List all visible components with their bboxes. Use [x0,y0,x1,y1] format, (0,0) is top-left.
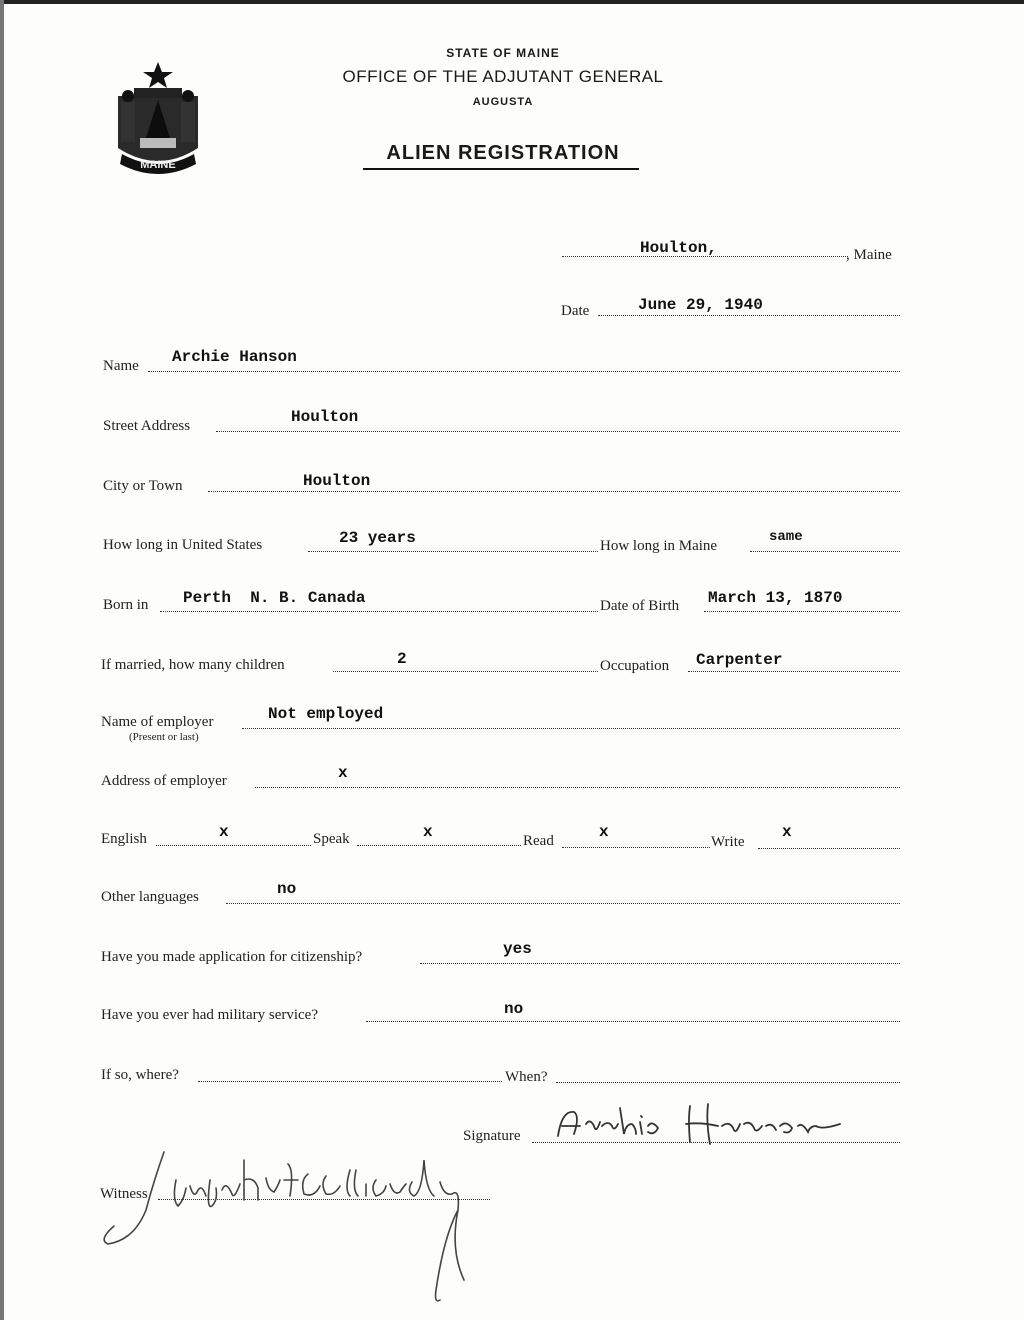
children-value[interactable]: 2 [397,650,407,668]
maine-duration-value[interactable]: same [769,529,803,545]
city-label: City or Town [103,478,183,494]
occupation-label: Occupation [600,658,670,674]
children-label: If married, how many children [101,657,285,673]
occupation-line [688,671,900,672]
witness-signature [94,1140,594,1310]
street-line [216,431,900,432]
name-label: Name [103,358,139,374]
place-state-label: , Maine [846,247,892,263]
form-title: ALIEN REGISTRATION [386,142,620,164]
english-value[interactable]: x [219,823,229,841]
born-in-value[interactable]: Perth N. B. Canada [183,589,366,607]
employer-sublabel: (Present or last) [129,731,199,743]
state-seal-icon [104,56,212,182]
write-line [758,848,900,849]
military-line [366,1021,900,1022]
military-label: Have you ever had military service? [101,1007,318,1023]
city-line [208,491,900,492]
header-city: AUGUSTA [472,96,534,108]
header-office: OFFICE OF THE ADJUTANT GENERAL [342,67,664,86]
born-in-line [160,611,598,612]
signature-label: Signature [463,1128,521,1144]
occupation-value[interactable]: Carpenter [696,651,783,669]
date-line [598,315,900,316]
where-line [198,1081,502,1082]
employer-label: Name of employer [101,714,214,730]
employer-line [242,728,900,729]
english-line [156,845,311,846]
name-value[interactable]: Archie Hanson [172,348,297,366]
seal-label: MAINE [140,159,176,171]
place-value[interactable]: Houlton, [640,239,717,257]
maine-duration-label: How long in Maine [600,538,718,554]
date-label: Date [561,303,590,319]
english-label: English [101,831,147,847]
scan-edge-left [0,0,4,1320]
street-label: Street Address [103,418,191,434]
read-value[interactable]: x [599,823,609,841]
witness-label: Witness [100,1186,148,1202]
employer-address-line [255,787,900,788]
write-value[interactable]: x [782,823,792,841]
date-value[interactable]: June 29, 1940 [638,296,763,314]
dob-value[interactable]: March 13, 1870 [708,589,843,607]
maine-duration-line [750,551,900,552]
where-label: If so, where? [101,1067,179,1083]
when-line [556,1082,900,1083]
military-value[interactable]: no [504,1000,524,1018]
name-line [148,371,900,372]
read-label: Read [523,833,554,849]
born-in-label: Born in [103,597,149,613]
other-languages-value[interactable]: no [277,880,297,898]
city-value[interactable]: Houlton [303,472,371,490]
other-languages-label: Other languages [101,889,199,905]
title-underline [363,168,639,170]
citizenship-value[interactable]: yes [503,940,532,958]
employer-address-label: Address of employer [101,773,227,789]
children-line [333,671,598,672]
when-label: When? [505,1069,548,1085]
employer-address-value[interactable]: x [338,764,348,782]
speak-line [357,845,521,846]
dob-label: Date of Birth [600,598,680,614]
speak-label: Speak [313,831,350,847]
us-duration-value[interactable]: 23 years [339,529,416,547]
scan-edge-top [0,0,1024,4]
street-value[interactable]: Houlton [291,408,359,426]
read-line [562,847,710,848]
write-label: Write [711,834,745,850]
other-languages-line [226,903,900,904]
header-state: STATE OF MAINE [446,46,560,60]
employer-value[interactable]: Not employed [268,705,384,723]
speak-value[interactable]: x [423,823,433,841]
citizenship-line [420,963,900,964]
us-duration-line [308,551,598,552]
us-duration-label: How long in United States [103,537,263,553]
dob-line [704,611,900,612]
citizenship-label: Have you made application for citizenship? [101,949,363,965]
